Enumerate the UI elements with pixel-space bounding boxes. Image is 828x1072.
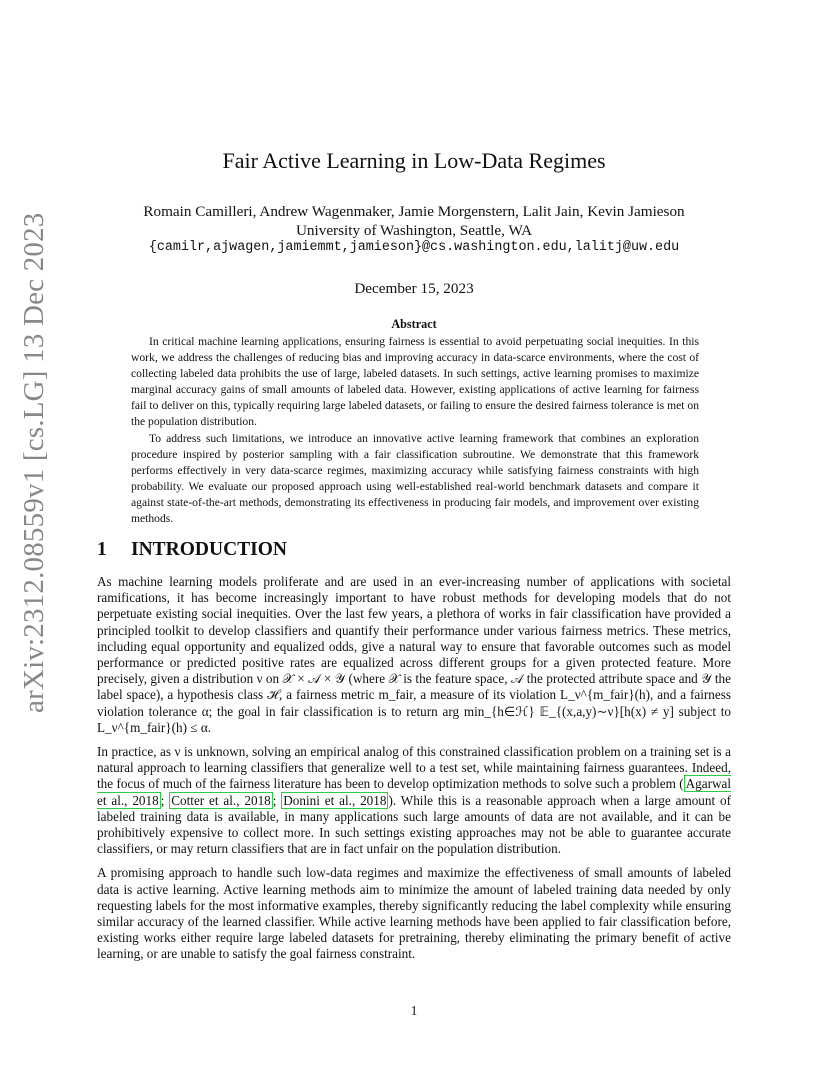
section-number: 1: [97, 539, 107, 560]
abstract-body: [131, 334, 699, 527]
arxiv-sidebar-stamp: arXiv:2312.08559v1 [cs.LG] 13 Dec 2023: [18, 212, 50, 713]
citation-link[interactable]: Donini et al., 2018: [283, 792, 387, 808]
author-emails: {camilr,ajwagen,jamiemmt,jamieson}@cs.washington.edu,lalitj@uw.edu: [148, 240, 680, 255]
citation-link[interactable]: Cotter et al., 2018: [171, 792, 271, 808]
paper-title: Fair Active Learning in Low-Data Regimes: [222, 148, 606, 173]
abstract-heading: Abstract: [391, 317, 437, 331]
author-list: Romain Camilleri, Andrew Wagenmaker, Jamie Morgenstern, Lalit Jain, Kevin Jamieson: [143, 203, 685, 220]
abstract-paragraph: To address such limitations, we introduce an innovative active learning framework that combines an exploration procedure inspired by posterior sampling with a fair classification subroutine. We demonstrate that this framework performs effectively in very data-scarce regimes, maximizing accuracy while satisfying fairness constraints with high probability. We evaluate our proposed approach using well-established real-world benchmark datasets and compare it against state-of-the-art methods, demonstrating its effectiveness in producing fair models, and improvement over existing methods.: [131, 431, 699, 526]
abstract-paragraph: In critical machine learning applications, ensuring fairness is essential to avoid perpetuating social inequities. In this work, we address the challenges of reducing bias and improving accuracy in data-scarce environments, where the cost of collecting labeled data prohibits the use of large, labeled datasets. In such settings, active learning promises to maximize marginal accuracy gains of small amounts of labeled data. However, existing applications of active learning for fairness fail to deliver on this, typically requiring large labeled datasets, or failing to ensure the desired fairness tolerance is met on the population distribution.: [131, 335, 699, 429]
introduction-body: [97, 574, 731, 971]
section-heading: [97, 539, 287, 561]
citation-link[interactable]: Agarwal et al., 2018: [97, 776, 731, 808]
paper-date: December 15, 2023: [354, 280, 474, 297]
affiliation: University of Washington, Seattle, WA: [295, 222, 533, 239]
body-paragraph: A promising approach to handle such low-data regimes and maximize the effectiveness of small amounts of labeled data is active learning. Active learning methods aim to minimize the amount of labeled training data needed by only requesting labels for the most informative examples, thereby significantly reducing the label complexity while ensuring similar accuracy of the learned classifier. While active learning methods have been applied to fair classification before, existing works either require large labeled datasets for pretraining, thereby eliminating the primary benefit of active learning, or are unable to satisfy the goal fairness constraint.: [97, 865, 731, 962]
body-paragraph: In practice, as ν is unknown, solving an empirical analog of this constrained classification problem on a training set is a natural approach to learning classifiers that generalize well to a test set, while maintaining fairness guarantees. Indeed, the focus of much of the fairness literature has been to develop optimization methods to solve such a problem ( Agarwal et al., 2018 ; Cotter et al., 2018 ; Donini et al., 2018 ). While this is a reasonable approach when a large amount of labeled training data is available, in many applications such large amounts of data are not available, and it can be prohibitively expensive to collect more. In such settings existing approaches may not be able to guarantee accurate classifiers, or may return classifiers that are in fact unfair on the population distribution.: [97, 744, 731, 857]
body-paragraph: As machine learning models proliferate and are used in an ever-increasing number of applications with societal ramifications, it has become increasingly important to have robust methods for developing models that do not perpetuate existing social inequities. Over the last few years, a plethora of works in fair classification have provided a principled toolkit to develop classifiers and quantify their performance under various fairness metrics. These metrics, including equal opportunity and equalized odds, give a natural way to ensure that favorable outcomes such as model performance or predicted positive rates are equalized across different groups for a given protected feature. More precisely, given a distribution ν on 𝒳 × 𝒜 × 𝒴 (where 𝒳 is the feature space, 𝒜 the protected attribute space and 𝒴 the label space), a hypothesis class ℋ, a fairness metric m_fair, a measure of its violation L_ν^{m_fair}(h), and a fairness violation tolerance α; the goal in fair classification is to return arg min_{h∈ℋ} 𝔼_{(x,a,y)∼ν}[h(x) ≠ y] subject to L_ν^{m_fair}(h) ≤ α.: [97, 574, 731, 735]
section-title: INTRODUCTION: [131, 539, 288, 560]
page-number: 1: [410, 1003, 418, 1018]
paragraph-text: In practice, as ν is unknown, solving an empirical analog of this constrained classification problem on a training set is a natural approach to learning classifiers that generalize well to a test set, while maintaining fairness guarantees. Indeed, the focus of much of the fairness literature has been to develop optimization methods to solve such a problem (: [97, 744, 731, 792]
paragraph-text: ). While this is a reasonable approach when a large amount of labeled training data is available, in many applications such large amounts of data are not available, and it can be prohibitively expensive to collect more. In such settings existing approaches may not be able to guarantee accurate classifiers, or may return classifiers that are in fact unfair on the population distribution.: [97, 792, 731, 857]
author-block: [0, 202, 828, 240]
